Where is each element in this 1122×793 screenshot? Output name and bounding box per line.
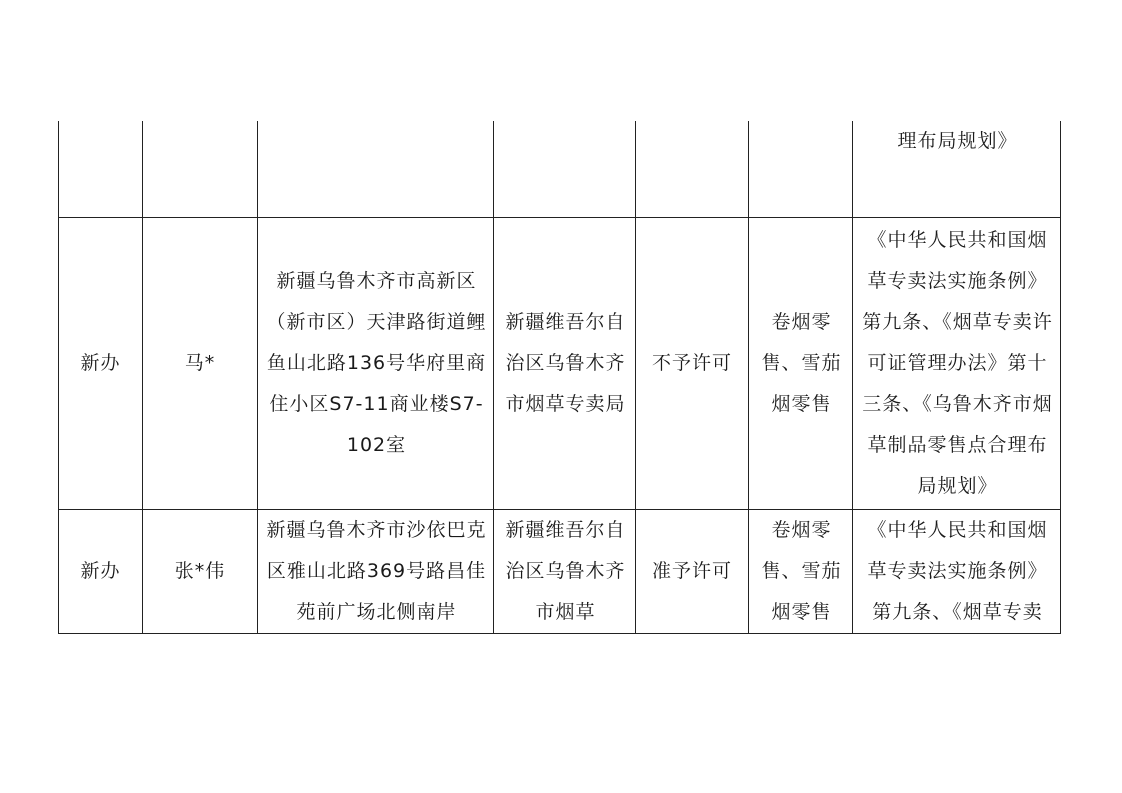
cell-basis (853, 509, 1061, 633)
cell-authority (494, 509, 636, 633)
license-decision-table (58, 121, 1061, 634)
cell-address (258, 217, 494, 509)
cell-name (143, 121, 258, 217)
cell-decision: 不予许可 (636, 217, 749, 509)
cell-type (59, 121, 143, 217)
address-text: 新疆乌鲁木齐市沙依巴克区雅山北路369号路昌佳苑前广场北侧南岸 (266, 518, 487, 623)
cell-scope (749, 121, 853, 217)
cell-type: 新办 (59, 217, 143, 509)
basis-text: 《中华人民共和国烟草专卖法实施条例》第九条、《烟草专卖许可证管理办法》第十三条、《乌鲁木齐市烟草制品零售点合理布局规划》 (862, 228, 1053, 497)
cell-type: 新办 (59, 509, 143, 633)
cell-basis (853, 121, 1061, 217)
basis-text: 理布局规划》 (897, 130, 1018, 152)
cell-authority (494, 217, 636, 509)
basis-text: 《中华人民共和国烟草专卖法实施条例》第九条、《烟草专卖 (867, 518, 1048, 623)
cell-scope (749, 217, 853, 509)
scope-text: 卷烟零售、雪茄烟零售 (761, 518, 842, 623)
cell-address (258, 121, 494, 217)
table-row (59, 121, 1061, 217)
cell-name: 马* (143, 217, 258, 509)
cell-decision: 准予许可 (636, 509, 749, 633)
cell-basis (853, 217, 1061, 509)
authority-text: 新疆维吾尔自治区乌鲁木齐市烟草专卖局 (505, 310, 626, 415)
cell-authority (494, 121, 636, 217)
cell-decision (636, 121, 749, 217)
cell-name: 张*伟 (143, 509, 258, 633)
cell-address (258, 509, 494, 633)
cell-scope (749, 509, 853, 633)
scope-text: 卷烟零售、雪茄烟零售 (761, 310, 842, 415)
table-row (59, 509, 1061, 633)
table-row (59, 217, 1061, 509)
address-text: 新疆乌鲁木齐市高新区（新市区）天津路街道鲤鱼山北路136号华府里商住小区S7-11商业楼S7-102室 (266, 269, 487, 456)
authority-text: 新疆维吾尔自治区乌鲁木齐市烟草 (505, 518, 626, 623)
